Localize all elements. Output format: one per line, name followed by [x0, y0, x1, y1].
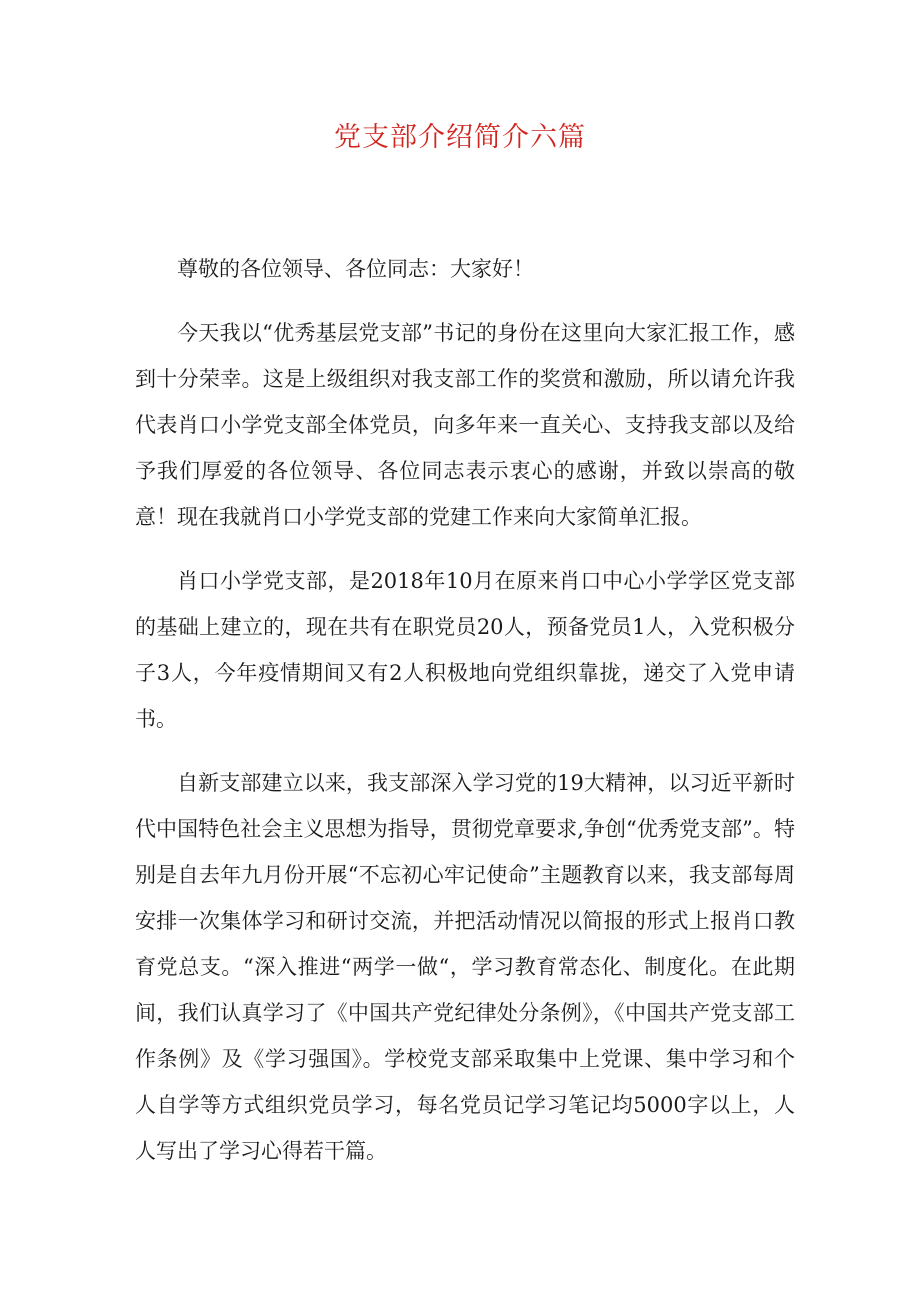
paragraph-branch-overview: 肖口小学党支部，是2018年10月在原来肖口中心小学学区党支部的基础上建立的，现在共有在职党员20人，预备党员1人，入党积极分子3人，今年疫情期间又有2人积极地向党组织靠拢，递交了入党申请书。	[135, 569, 795, 731]
paragraph-greeting: 尊敬的各位领导、各位同志：大家好！	[177, 257, 534, 281]
document-title: 党支部介绍简介六篇	[334, 122, 586, 153]
paragraph-study-activities: 自新支部建立以来，我支部深入学习党的19大精神，以习近平新时代中国特色社会主义思想为指导，贯彻党章要求,争创“优秀党支部”。特别是自去年九月份开展“不忘初心牢记使命”主题教育以来，我支部每周安排一次集体学习和研讨交流，并把活动情况以简报的形式上报肖口教育党总支。“深入推进“两学一做“，学习教育常态化、制度化。在此期间，我们认真学习了《中国共产党纪律处分条例》，《中国共产党支部工作条例》及《学习强国》。学校党支部采取集中上党课、集中学习和个人自学等方式组织党员学习，每名党员记学习笔记均5000字以上，人人写出了学习心得若干篇。	[135, 771, 795, 1163]
paragraph-opening: 今天我以“优秀基层党支部”书记的身份在这里向大家汇报工作，感到十分荣幸。这是上级组织对我支部工作的奖赏和激励，所以请允许我代表肖口小学党支部全体党员，向多年来一直关心、支持我支部以及给予我们厚爱的各位领导、各位同志表示衷心的感谢，并致以崇高的敬意！现在我就肖口小学党支部的党建工作来向大家简单汇报。	[135, 321, 795, 529]
document-body	[135, 246, 795, 1192]
